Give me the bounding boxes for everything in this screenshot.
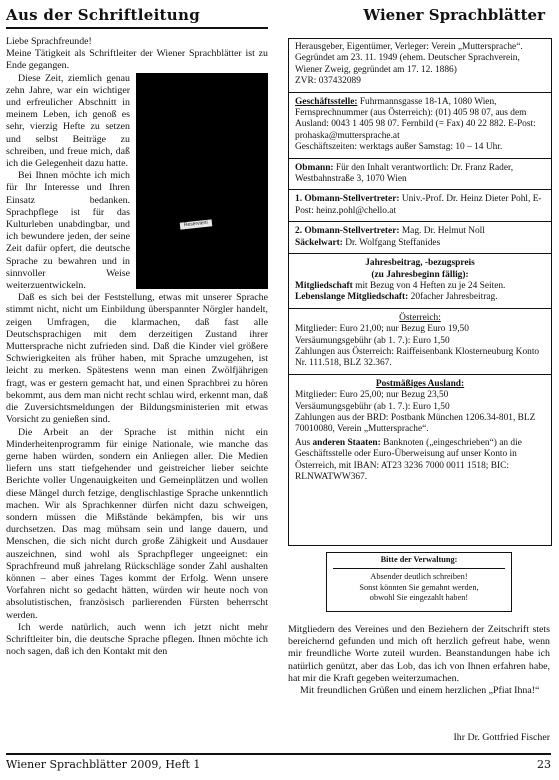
administration-notice xyxy=(326,552,512,612)
abroad-title: Postmäßiges Ausland: xyxy=(375,378,465,389)
abroad-line: Versäumungsgebühr (ab 1. 7.): Euro 1,50 xyxy=(295,401,450,412)
signature: Ihr Dr. Gottfried Fischer xyxy=(453,732,550,743)
notice-title: Bitte der Verwaltung: xyxy=(380,555,458,564)
divider xyxy=(289,221,551,222)
footer-rule xyxy=(6,753,551,755)
editorial-paragraph: Meine Tätigkeit als Schriftleiter der Wiener Sprachblätter ist zu Ende gegangen. xyxy=(6,48,268,72)
deputy-2-info: 2. Obmann-Stellvertreter: Mag. Dr. Helmut Noll xyxy=(295,226,485,237)
austria-line: Versäumungsgebühr (ab 1. 7.): Euro 1,50 xyxy=(295,335,450,346)
divider xyxy=(289,92,551,93)
austria-title: Österreich: xyxy=(399,312,441,323)
impressum-box xyxy=(288,38,552,546)
notice-line: Absender deutlich schreiben! xyxy=(370,572,468,581)
page-footer xyxy=(6,758,551,771)
fee-subtitle: (zu Jahresbeginn fällig): xyxy=(371,269,469,280)
notice-line: obwohl Sie eingezahlt haben! xyxy=(369,593,469,602)
publisher-info: Herausgeber, Eigentümer, Verleger: Verein „Muttersprache“. Gegründet am 23. 11. 1949 (ehem. Deutscher Sprachverein, Wiener Zweig, gegründet am 17. 12. 1886) xyxy=(295,42,523,75)
deputy-1-info: 1. Obmann-Stellvertreter: Univ.-Prof. Dr. Heinz Dieter Pohl, E-Post: heinz.pohl@chello.at xyxy=(295,194,542,216)
photo-reserved-sign xyxy=(136,73,268,289)
divider xyxy=(289,308,551,309)
editorial-column xyxy=(6,36,268,658)
reserved-sign: Reserviert! xyxy=(180,219,213,229)
other-countries-info: Aus anderen Staaten: Banknoten („eingeschrieben“) an die Geschäftsstelle oder Euro-Überweisung auf unser Konto in Österreich, mit IBAN: AT23 3236 7000 0011 1518; BIC: RLNWATWW367. xyxy=(295,437,522,482)
editorial-paragraph: Daß es sich bei der Feststellung, etwas mit unserer Sprache stimmt nicht, nicht um Einbildung überspannter Nörgler handelt, zeigen Umfragen, die klarmachen, daß fast alle Deutschsprachigen mit dem derzeitigen Zustand ihrer Muttersprache nicht zufrieden sind. Daß die Kinder viel größere Schwierigkeiten als früher haben, mit Sprache umzugehen, ist leicht zu merken. Spätestens wenn man einen Zwölfjährigen fragt, was er gestern gemacht hat, und einen Sprachbrei zu hören bekommt, aus dem man nicht recht schlau wird, erkennt man, daß die Zuversichtsmeldungen der Bildungsministerien mit etwas Vorsicht zu genießen sind. xyxy=(6,292,268,426)
lifetime-info: Lebenslange Mitgliedschaft: 20facher Jahresbeitrag. xyxy=(295,292,498,303)
section-title: Aus der Schriftleitung xyxy=(6,6,200,24)
abroad-line: Mitglieder: Euro 25,00; nur Bezug 23,50 xyxy=(295,390,449,401)
footer-journal: Wiener Sprachblätter 2009, Heft 1 xyxy=(6,758,201,771)
austria-line: Zahlungen aus Österreich: Raiffeisenbank Klosterneuburg Konto Nr. 111.518, BLZ 32.367. xyxy=(295,346,540,369)
divider xyxy=(289,189,551,190)
notice-line: Sonst könnten Sie gemahnt werden, xyxy=(359,582,479,592)
abroad-line: Zahlungen aus der BRD: Postbank München 1206.34-801, BLZ 70010080, Verein „Muttersprache“. xyxy=(295,412,536,435)
closing-paragraph: Mitgliedern des Vereines und den Beziehern der Zeitschrift stets bereichernd gefunden und mich oft herzlich gefreut habe, wenn mir freundliche Worte zuteil wurden. Beanstandungen habe ich natürlich genützt, aber das Lob, das ich von Ihnen erfahren habe, hat mir die Kraft gegeben weiterzumachen. xyxy=(288,624,550,684)
fee-title: Jahresbeitrag, -bezugspreis xyxy=(365,258,475,269)
office-info: Geschäftsstelle: Fuhrmannsgasse 18-1A, 1080 Wien, Fernsprechnummer (aus Österreich): (01) 405 98 07, aus dem Ausland: 0043 1 405 98 07. Fernbild (= Fax) 40 22 882. E-Post: prohaska@muttersprache.at xyxy=(295,96,536,141)
title-rule xyxy=(6,27,268,29)
zvr-number: ZVR: 037432089 xyxy=(295,76,361,87)
treasurer-info: Säckelwart: Dr. Wolfgang Steffanides xyxy=(295,237,441,248)
membership-info: Mitgliedschaft mit Bezug von 4 Heften zu je 24 Seiten. xyxy=(295,280,506,291)
page-number: 23 xyxy=(537,758,551,771)
greeting: Liebe Sprachfreunde! xyxy=(6,36,92,47)
divider xyxy=(289,253,551,254)
editorial-paragraph: Bei Ihnen möchte ich mich für Ihr Interesse und Ihren Einsatz bedanken. Sprachpflege ist für das Kulturleben unabdingbar, und ich bewundere jeden, der seine Zeit dafür opfert, die deutsche Sprache zu bewahren und in sinnvoller Weise weiterzuentwickeln. xyxy=(6,170,130,292)
editorial-paragraph: Ich werde natürlich, auch wenn ich jetzt nicht mehr Schriftleiter bin, die deutsche Sprache pflegen. Ihnen möchte ich noch sagen, daß ich den Kontakt mit den xyxy=(6,621,268,658)
editorial-paragraph: Die Arbeit an der Sprache ist mithin nicht ein Minderheitenprogramm für einige Nationale, wie manche das gerne haben würden, sondern ein Anliegen aller. Die Medien liefern uns statt tiefgehender und geistreicher lieber seichte Berichte voller Ungenauigkeiten und Gemeinplätzen und wollen diese Mängel durch fetzige, denglischlastige Sprache unkenntlich machen. Wir als Sprachkenner dürfen nicht dazu schweigen, sondern müssen die Mißstände bekämpfen, bis wir uns durchsetzen. Das mag mühsam sein und lange dauern, und Menschen, die sich nicht durch große Zähigkeit und Ausdauer auszeichnen, sind wohl als Sprachpfleger ungeeignet: ein Sprachfreund muß jahrelang Rückschläge sonder Zahl aushalten können – aber eines Tages kommt der Erfolg. Wenn unsere Vorfahren nicht so gedacht hätten, würden wir heute noch von absolutistischen, französisch parlierenden Fürsten beherrscht werden. xyxy=(6,426,268,621)
austria-line: Mitglieder: Euro 21,00; nur Bezug Euro 19,50 xyxy=(295,324,469,335)
divider xyxy=(289,374,551,375)
notice-rule xyxy=(333,568,505,570)
chair-info: Obmann: Für den Inhalt verantwortlich: Dr. Franz Rader, Westbahnstraße 3, 1070 Wien xyxy=(295,162,514,185)
office-hours: Geschäftszeiten: werktags außer Samstag: 10 – 14 Uhr. xyxy=(295,142,503,153)
divider xyxy=(289,158,551,159)
closing-column xyxy=(288,624,550,697)
editorial-paragraph: Diese Zeit, ziemlich genau zehn Jahre, war ein wichtiger und erfreulicher Abschnitt in meinem Leben, ich genoß es sehr, vierzig Hefte zu setzen und selbst Beiträge zu schreiben, und freue mich, daß ich die Gelegenheit dazu hatte. xyxy=(6,72,130,170)
journal-title: Wiener Sprachblätter xyxy=(363,6,545,24)
closing-greeting: Mit freundlichen Grüßen und einem herzlichen „Pfiat Ihna!“ xyxy=(300,685,540,697)
